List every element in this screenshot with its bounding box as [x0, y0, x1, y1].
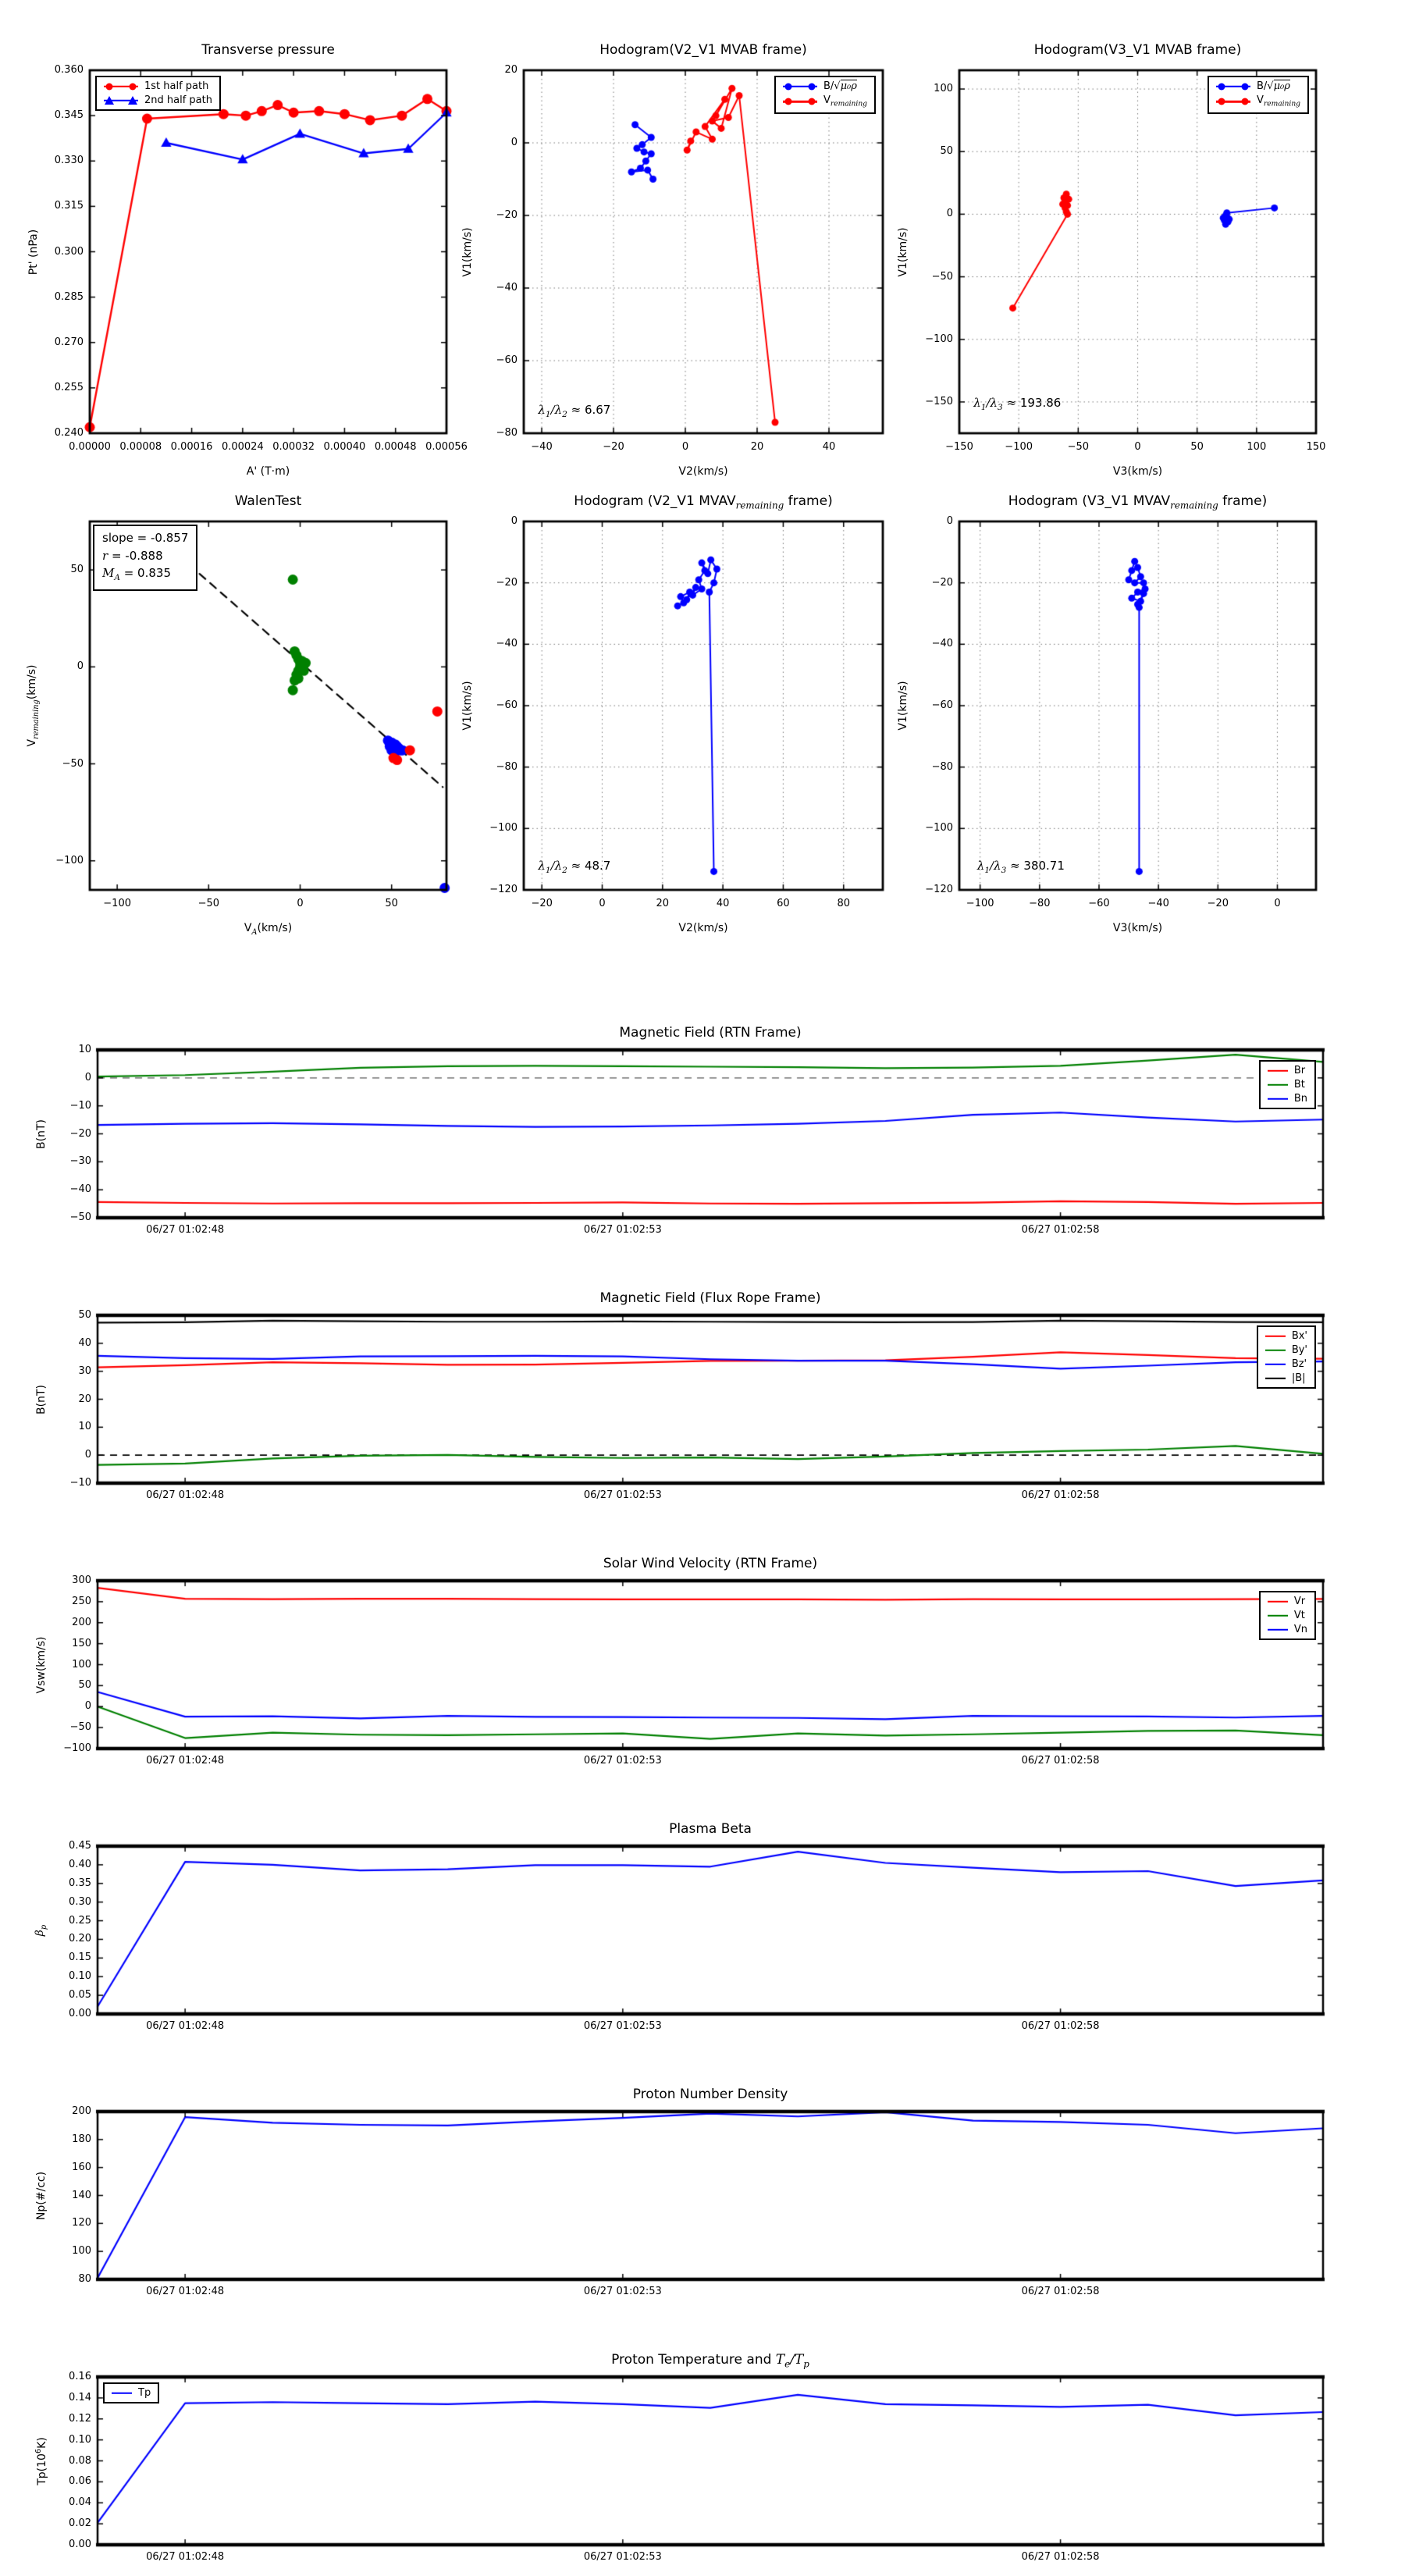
y-tick-label: 50: [78, 1679, 91, 1692]
x-tick-label: −100: [1005, 441, 1033, 453]
legend-row: [1268, 1610, 1307, 1621]
x-tick-label: 150: [1306, 441, 1326, 453]
y-tick-label: 80: [78, 2273, 91, 2285]
x-tick-label: 0.00032: [272, 441, 315, 453]
x-tick-label: −100: [103, 898, 131, 909]
circle-marker-icon: [129, 83, 136, 90]
y-tick-label: 0: [946, 515, 953, 527]
legend-row: [783, 95, 867, 109]
legend-label: B/√μ₀ρ: [1256, 80, 1290, 92]
legend-line-sample: [1268, 1080, 1288, 1090]
y-tick-label: 0.08: [69, 2454, 91, 2467]
legend-label: Br: [1293, 1065, 1306, 1076]
y-tick-label: 160: [72, 2161, 91, 2173]
panel-title-solar-wind-velocity: Solar Wind Velocity (RTN Frame): [603, 1556, 818, 1571]
y-tick-label: −100: [63, 1742, 91, 1754]
legend-line: [1265, 1363, 1286, 1365]
legend-line: [1268, 1600, 1288, 1603]
x-tick-label: −80: [1029, 898, 1051, 909]
y-tick-label: −10: [69, 1099, 91, 1112]
legend-line: [1265, 1349, 1286, 1351]
y-tick-label: −100: [489, 822, 518, 834]
y-tick-label: 200: [72, 1616, 91, 1628]
y-tick-label: 0.300: [54, 245, 84, 258]
y-axis-label: $Tp(10^6K)$: [34, 2436, 48, 2485]
y-tick-label: −80: [496, 427, 518, 439]
x-tick-label: 0.00056: [425, 441, 468, 453]
legend-label: Vr: [1293, 1596, 1306, 1607]
legend-line-sample: [1265, 1359, 1286, 1369]
y-tick-label: 20: [78, 1393, 91, 1405]
y-tick-label: 10: [78, 1421, 91, 1433]
x-tick-label: 06/27 01:02:48: [146, 2020, 225, 2032]
y-tick-label: 0.04: [69, 2496, 91, 2509]
y-tick-label: −60: [931, 699, 953, 711]
y-tick-label: 0.40: [69, 1858, 91, 1870]
circle-marker-icon: [106, 83, 113, 90]
x-tick-label: 06/27 01:02:48: [146, 2551, 225, 2563]
y-tick-label: 100: [934, 83, 953, 95]
y-tick-label: 100: [72, 2245, 91, 2258]
x-tick-label: 06/27 01:02:53: [583, 2551, 662, 2563]
circle-marker-icon: [1241, 83, 1248, 90]
y-axis-label: Np(#/cc): [35, 2171, 48, 2220]
y-tick-label: 100: [72, 1658, 91, 1670]
y-axis-label: $\beta_p$: [34, 1924, 48, 1936]
legend-line-sample: [1265, 1331, 1286, 1341]
y-tick-label: 0.345: [54, 109, 84, 122]
y-tick-label: 0.270: [54, 336, 84, 348]
y-axis-label: B(nT): [35, 1384, 48, 1414]
y-tick-label: 0: [510, 515, 518, 527]
y-tick-label: −120: [925, 884, 953, 895]
legend-row: [1216, 95, 1300, 109]
y-tick-label: 0: [84, 1071, 91, 1083]
legend-line: [1268, 1614, 1288, 1617]
legend-line-sample: [783, 81, 817, 91]
legend-magnetic-field-rtn: [1259, 1060, 1316, 1109]
y-tick-label: 0: [76, 660, 84, 673]
y-tick-label: 0.285: [54, 290, 84, 303]
y-axis-label: V1(km/s): [461, 226, 474, 277]
panel-title-hodogram-v3v1-mvab: Hodogram(V3_V1 MVAB frame): [1033, 42, 1242, 58]
x-tick-label: 80: [837, 898, 850, 909]
legend-label: By': [1291, 1344, 1307, 1356]
y-tick-label: 0.255: [54, 381, 84, 393]
y-tick-label: 300: [72, 1574, 91, 1586]
y-tick-label: −20: [69, 1127, 91, 1140]
y-tick-label: 0.360: [54, 64, 84, 76]
legend-line-sample: [1265, 1373, 1286, 1383]
legend-row: [1265, 1359, 1307, 1369]
x-tick-label: −40: [1147, 898, 1169, 909]
legend-solar-wind-velocity: [1259, 1591, 1316, 1640]
x-tick-label: 06/27 01:02:48: [146, 1489, 225, 1501]
y-tick-label: 0.315: [54, 200, 84, 212]
x-tick-label: −20: [1207, 898, 1229, 909]
legend-label: Bx': [1291, 1330, 1307, 1342]
x-tick-label: 0: [1274, 898, 1281, 909]
x-tick-label: −40: [531, 441, 553, 453]
panel-title-magnetic-field-rtn: Magnetic Field (RTN Frame): [619, 1025, 802, 1041]
panel-title-transverse-pressure: Transverse pressure: [201, 42, 335, 58]
panel-title-proton-temperature: Proton Temperature and $T_e/T_p$: [611, 2352, 809, 2370]
y-tick-label: 0.25: [69, 1914, 91, 1927]
legend-line-sample: [104, 81, 138, 91]
legend-label: Vn: [1293, 1624, 1307, 1635]
y-tick-label: 0.06: [69, 2475, 91, 2488]
legend-line-sample: [1265, 1345, 1286, 1355]
legend-line-sample: [1216, 81, 1250, 91]
y-tick-label: 0.15: [69, 1952, 91, 1964]
triangle-marker-icon: [128, 95, 137, 104]
y-tick-label: −50: [931, 270, 953, 283]
x-tick-label: 0: [297, 898, 304, 909]
legend-line-sample: [1268, 1596, 1288, 1606]
legend-label: Vt: [1293, 1610, 1305, 1621]
legend-row: [783, 81, 867, 91]
legend-line: [1268, 1083, 1288, 1086]
y-tick-label: 0: [84, 1449, 91, 1461]
y-tick-label: 0: [946, 208, 953, 220]
legend-row: [1268, 1624, 1307, 1635]
y-tick-label: 10: [78, 1044, 91, 1055]
legend-line-sample: [104, 95, 138, 105]
y-tick-label: 0.02: [69, 2517, 91, 2530]
y-tick-label: 200: [72, 2105, 91, 2117]
x-tick-label: 40: [716, 898, 730, 909]
legend-line-sample: [1268, 1624, 1288, 1635]
legend-magnetic-field-flux-rope: [1257, 1325, 1316, 1389]
x-tick-label: 06/27 01:02:58: [1021, 1224, 1100, 1236]
y-tick-label: 120: [72, 2217, 91, 2229]
circle-marker-icon: [808, 98, 815, 105]
lambda-annotation: $\lambda_1/\lambda_3 \approx 193.86$: [973, 395, 1062, 412]
x-tick-label: 06/27 01:02:53: [583, 1489, 662, 1501]
x-tick-label: 0.00048: [374, 441, 417, 453]
x-tick-label: 0: [1134, 441, 1141, 453]
y-tick-label: −80: [931, 760, 953, 773]
legend-label: Bn: [1293, 1093, 1307, 1105]
legend-label: $V_{remaining}$: [1256, 94, 1300, 109]
y-tick-label: 250: [72, 1595, 91, 1607]
y-axis-label: B(nT): [35, 1119, 48, 1149]
y-tick-label: −100: [925, 333, 953, 345]
x-tick-label: −60: [1088, 898, 1110, 909]
panel-title-magnetic-field-flux-rope: Magnetic Field (Flux Rope Frame): [599, 1290, 821, 1306]
legend-proton-temperature: [103, 2382, 159, 2403]
x-axis-label: V3(km/s): [1112, 922, 1163, 934]
y-tick-label: 0.14: [69, 2391, 91, 2403]
panel-title-walen-test: WalenTest: [234, 493, 302, 509]
y-tick-label: 30: [78, 1364, 91, 1377]
y-axis-label: Vsw(km/s): [35, 1635, 48, 1694]
y-tick-label: −20: [931, 576, 953, 589]
x-axis-label: V3(km/s): [1112, 465, 1163, 478]
y-axis-label: V1(km/s): [897, 681, 909, 731]
y-tick-label: 0.35: [69, 1877, 91, 1889]
legend-transverse-pressure: [95, 76, 221, 111]
y-tick-label: 0.16: [69, 2371, 91, 2382]
legend-row: [1265, 1373, 1307, 1383]
y-tick-label: 0.20: [69, 1933, 91, 1945]
y-tick-label: −60: [496, 699, 518, 711]
legend-row: [104, 95, 212, 105]
circle-marker-icon: [1218, 98, 1225, 105]
y-tick-label: −20: [496, 209, 518, 221]
y-tick-label: −50: [69, 1212, 91, 1223]
legend-row: [1265, 1345, 1307, 1355]
y-tick-label: −120: [489, 884, 518, 895]
legend-label: B/√μ₀ρ: [823, 80, 857, 92]
panel-title-hodogram-v3v1-mvav: Hodogram (V3_V1 $MVAV_{remaining}$ frame): [1008, 493, 1268, 511]
x-tick-label: 06/27 01:02:53: [583, 2286, 662, 2297]
y-tick-label: −100: [925, 822, 953, 834]
x-tick-label: 06/27 01:02:53: [583, 2020, 662, 2032]
legend-label: Bt: [1293, 1079, 1305, 1091]
y-tick-label: 50: [940, 145, 953, 158]
legend-line: [1265, 1377, 1286, 1379]
x-tick-label: 50: [385, 898, 398, 909]
y-tick-label: −40: [496, 282, 518, 294]
x-tick-label: −50: [1067, 441, 1090, 453]
legend-hodogram-v3v1-mvab: [1208, 76, 1309, 114]
y-tick-label: 0: [84, 1700, 91, 1713]
circle-marker-icon: [1241, 98, 1248, 105]
legend-line: [1268, 1069, 1288, 1072]
x-tick-label: 0.00016: [170, 441, 213, 453]
legend-line: [112, 2392, 132, 2394]
y-tick-label: 0.00: [69, 2539, 91, 2550]
y-tick-label: 0.30: [69, 1895, 91, 1908]
x-axis-label: $V_A(km/s)$: [244, 922, 293, 937]
y-tick-label: 180: [72, 2133, 91, 2145]
triangle-marker-icon: [105, 95, 114, 104]
lambda-annotation: $\lambda_1/\lambda_3 \approx 380.71$: [976, 859, 1065, 876]
lambda-annotation: $\lambda_1/\lambda_2 \approx 48.7$: [538, 859, 611, 876]
y-tick-label: 0.10: [69, 2433, 91, 2446]
y-tick-label: 0.00: [69, 2008, 91, 2019]
circle-marker-icon: [1218, 83, 1225, 90]
y-tick-label: −40: [931, 638, 953, 650]
legend-row: [1265, 1331, 1307, 1341]
x-tick-label: 06/27 01:02:48: [146, 1755, 225, 1767]
x-tick-label: −20: [531, 898, 553, 909]
legend-line-sample: [1268, 1610, 1288, 1621]
x-tick-label: 50: [1190, 441, 1204, 453]
legend-row: [1268, 1094, 1307, 1104]
y-tick-label: 140: [72, 2189, 91, 2201]
legend-row: [1216, 81, 1300, 91]
x-tick-label: −20: [603, 441, 624, 453]
x-tick-label: 06/27 01:02:48: [146, 2286, 225, 2297]
x-tick-label: 06/27 01:02:58: [1021, 2286, 1100, 2297]
x-tick-label: 0.00000: [69, 441, 111, 453]
legend-label: $V_{remaining}$: [823, 94, 867, 109]
x-tick-label: 100: [1247, 441, 1267, 453]
y-tick-label: 40: [78, 1336, 91, 1349]
walen-stats-line: r = -0.888: [102, 548, 163, 563]
y-tick-label: 0.12: [69, 2412, 91, 2425]
x-tick-label: 0.00040: [323, 441, 366, 453]
legend-row: [112, 2388, 151, 2398]
x-tick-label: 20: [656, 898, 670, 909]
legend-line-sample: [1268, 1094, 1288, 1104]
y-axis-label: V1(km/s): [461, 681, 474, 731]
panel-title-plasma-beta: Plasma Beta: [669, 1821, 752, 1837]
legend-line: [1268, 1098, 1288, 1100]
x-tick-label: 06/27 01:02:53: [583, 1224, 662, 1236]
x-tick-label: 40: [822, 441, 836, 453]
y-tick-label: 0: [510, 137, 518, 148]
x-tick-label: 20: [750, 441, 764, 453]
walen-stats-line: slope = -0.857: [102, 531, 189, 545]
y-tick-label: 20: [504, 64, 518, 76]
y-tick-label: −30: [69, 1155, 91, 1168]
y-tick-label: −40: [496, 638, 518, 650]
legend-line-sample: [112, 2388, 132, 2398]
y-tick-label: −60: [496, 354, 518, 366]
x-tick-label: 06/27 01:02:58: [1021, 2551, 1100, 2563]
y-tick-label: −10: [69, 1477, 91, 1489]
x-tick-label: −50: [197, 898, 220, 909]
legend-row: [1268, 1596, 1307, 1606]
x-axis-label: V2(km/s): [678, 465, 728, 478]
circle-marker-icon: [785, 83, 792, 90]
y-tick-label: −50: [62, 757, 84, 770]
y-tick-label: 0.45: [69, 1840, 91, 1852]
legend-row: [1268, 1080, 1307, 1090]
legend-line-sample: [1268, 1066, 1288, 1076]
y-axis-label: V1(km/s): [897, 226, 909, 277]
y-axis-label: Pt' (nPa): [27, 229, 40, 275]
legend-line-sample: [783, 97, 817, 107]
y-tick-label: 0.240: [54, 427, 84, 439]
legend-label: 2nd half path: [144, 94, 212, 106]
x-axis-label: V2(km/s): [678, 922, 728, 934]
circle-marker-icon: [808, 83, 815, 90]
y-tick-label: 0.330: [54, 155, 84, 167]
y-tick-label: −50: [69, 1721, 91, 1734]
walen-stats-box: [93, 525, 197, 591]
legend-label: Bz': [1291, 1358, 1307, 1370]
y-tick-label: 0.10: [69, 1970, 91, 1983]
legend-label: 1st half path: [144, 80, 209, 92]
y-tick-label: −80: [496, 760, 518, 773]
x-tick-label: 0.00024: [221, 441, 264, 453]
x-tick-label: −150: [945, 441, 973, 453]
legend-label: |B|: [1291, 1372, 1306, 1384]
y-tick-label: −100: [55, 854, 84, 866]
x-tick-label: 06/27 01:02:48: [146, 1224, 225, 1236]
legend-label: Tp: [138, 2387, 151, 2399]
x-tick-label: 0: [599, 898, 606, 909]
y-tick-label: −20: [496, 576, 518, 589]
legend-line-sample: [1216, 97, 1250, 107]
y-tick-label: −150: [925, 395, 953, 407]
panel-title-hodogram-v2v1-mvab: Hodogram(V2_V1 MVAB frame): [599, 42, 807, 58]
walen-stats-line: $M_A = 0.835$: [102, 566, 171, 582]
x-tick-label: −100: [966, 898, 994, 909]
x-tick-label: 06/27 01:02:58: [1021, 1755, 1100, 1767]
x-tick-label: 06/27 01:02:58: [1021, 1489, 1100, 1501]
x-tick-label: 06/27 01:02:58: [1021, 2020, 1100, 2032]
y-axis-label: $V_{remaining}(km/s)$: [26, 664, 41, 747]
y-tick-label: −40: [69, 1183, 91, 1196]
y-tick-label: 150: [72, 1637, 91, 1649]
legend-row: [104, 81, 212, 91]
y-tick-label: 0.05: [69, 1989, 91, 2001]
legend-line: [1265, 1335, 1286, 1337]
y-tick-label: 50: [78, 1309, 91, 1321]
circle-marker-icon: [785, 98, 792, 105]
x-tick-label: 0: [681, 441, 689, 453]
lambda-annotation: $\lambda_1/\lambda_2 \approx 6.67$: [538, 402, 611, 419]
y-tick-label: 50: [70, 564, 84, 576]
x-axis-label: A' (T·m): [246, 465, 290, 478]
panel-title-hodogram-v2v1-mvav: Hodogram (V2_V1 $MVAV_{remaining}$ frame): [574, 493, 833, 511]
legend-hodogram-v2v1-mvab: [774, 76, 876, 114]
panel-title-proton-number-density: Proton Number Density: [632, 2087, 788, 2102]
x-tick-label: 0.00008: [119, 441, 162, 453]
x-tick-label: 06/27 01:02:53: [583, 1755, 662, 1767]
legend-line: [1268, 1628, 1288, 1631]
x-tick-label: 60: [777, 898, 790, 909]
legend-row: [1268, 1066, 1307, 1076]
